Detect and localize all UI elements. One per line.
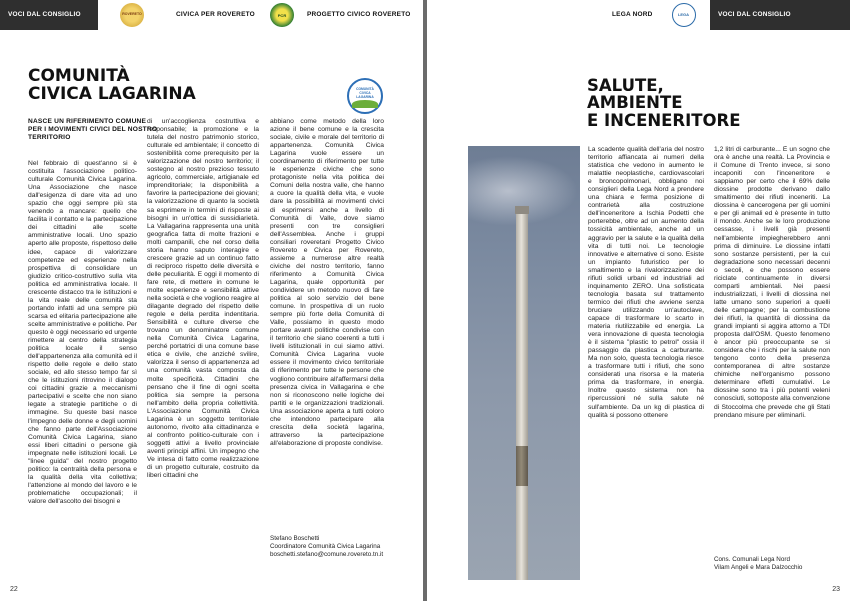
civica-rovereto-logo [120, 3, 144, 27]
signature [714, 556, 802, 572]
tag-progetto-civico: PROGETTO CIVICO ROVERETO [307, 11, 411, 18]
article-title: COMUNITÀ CIVICA LAGARINA [28, 66, 196, 104]
article-column-1 [588, 146, 704, 580]
article-subtitle: NASCE UN RIFERIMENTO COMUNE PER I MOVIMENTI CIVICI DEL NOSTRO TERRITORIO [28, 118, 158, 142]
right-header [427, 0, 850, 30]
column-text: di un'accoglienza costruttiva e responsabile; la promozione e la tutela del nostro patrimonio storico, culturale ed ambientale; il concetto di sostenibilità come prerequisito per la valorizzazione del nostro territorio; il sostegno al nostro prezioso tessuto agricolo, commerciale, artigianale ed imprenditoriale; la disponibilità a favorire la partecipazione dei giovani; la valorizzazione di quanto la società sa esprimere in termini di risposte ai bisogni in un'ottica di sussidiarietà. La Vallagarina rappresenta una unità geografica fatta di molte frazioni e molti campanili, che nel corso della storia hanno saputo interagire e crescere grazie ad un continuo fatto di reciproco rispetto delle diversità e delle peculiarità. E oggi il momento di fare rete, di mettere in comune le molte esperienze e sensibilità attive nella società e che vogliono reagire al dilagante degrado del rispetto delle regole e della perdita indentitaria. Sensibilità e culture diverse che trovano un denominatore comune nella Comunità Civica Lagarina, perché portatrici di una comune base etica e civile, che anziché svilire, valorizza il senso di appartenenza ad una comunità vasta composta da molte specificità. Cittadini che pensano che il fine di ogni scelta politica sia sempre la persona nell'ambito della propria collettività. L'Associazione Comunità Civica Lagarina è un soggetto territoriale autonomo, rivolto alla cittadinanza e al confronto politico-culturale con i soggetti attivi a livello provinciale aventi principi affini. Un impegno che Ve intesa di fatto come realizzazione di un progetto culturale, costruito da liberi cittadini che [147, 118, 259, 480]
signature [270, 535, 383, 559]
tag-civica-rovereto: CIVICA PER ROVERETO [176, 11, 255, 18]
left-header [0, 0, 423, 30]
section-label: VOCI DAL CONSIGLIO [710, 0, 850, 30]
article-column-1 [28, 160, 137, 578]
column-text: La scadente qualità dell'aria del nostro territorio affiancata ai numeri della statistica che vedono in aumento le malattie neoplastiche, cardiovascolari e broncopolmonari, obbligano noi consiglieri della Lega Nord a prendere una chiara e ferma posizione di contrarietà alla costruzione dell'inceneritore a Ischia Podetti che porterebbe, oltre ad un aumento della tossicità ambientale, anche ad un aggravio per la salute e la qualità della vita di tutti noi. Le tecnologie innovative e alternative ci sono. Esiste un impianto futuristico per lo smaltimento e la rivalorizzazione dei rifiuti solidi urbani ed industriali ad inquinamento ZERO. Una sofisticata tecnologia basata sul trattamento termico dei rifiuti che avviene senza bruciare utilizzando un'autoclave, capace di trasformare lo scarto in materia riutilizzabile ed energia. La vera innovazione di questa tecnologia è il sistema "plastic to petrol" ossia il passaggio da plastica a carburante. Ma non solo, questa tecnologia riesce a trasformare tutti i rifiuti, che sono considerati una risorsa e la materia prima da trasformare, in energia. Inoltre questo sistema non ha ripercussioni né sulla salute né sull'ambiente. Da un kg di plastica di qualità si possono ottenere [588, 146, 704, 419]
lega-logo-text: LEGA [677, 12, 690, 17]
left-page [0, 0, 423, 601]
chimney-photo [468, 146, 580, 580]
column-text: Nel febbraio di quest'anno si è costituita l'associazione politico-culturale Comunità Civica Lagarina. Una Associazione che nasce dall'esigenza di dare vita ad uno spazio che oggi sempre più sta venendo a mancare: quello che facilita il contatto e la partecipazione dei cittadini alle scelte amministrative locali. Uno spazio aperto alle proposte, rispettoso delle idee, capace di valorizzare competenze ed esperienze nella prospettiva di consolidare un giudizio critico-costruttivo sulla vita politica ed amministrativa locale. Il crescente distacco tra le istituzioni e la vita reale delle comunità sta portando infatti ad una sempre più scarsa ed elitaria partecipazione alle scelte amministrative e politiche. Per questo è oggi necessario ed urgente rimettere al centro della strategia politica locale il senso dell'appartenenza alla comunità ed il rispetto delle regole e dello stato sociale, ed allo stesso tempo far sì che le istituzioni ritrovino il dialogo coi cittadini grazie a meccanismi partecipativi e scelte che non siano legate a strategie partitiche o di immagine. Su queste basi nasce l'impegno delle donne e degli uomini che fanno parte dell'Associazione Comunità Civica Lagarina, siano essi liberi cittadini o persone già impegnate nelle istituzioni locali. Le "linee guida" del nostro progetto politico: la centralità della persona e la qualità della vita collettiva; l'attenzione al mondo del lavoro e le problematiche occupazionali; il valore dell'ascolto dei bisogni e [28, 160, 137, 505]
sign-role: Coordinatore Comunità Civica Lagarina [270, 543, 381, 550]
lega-nord-logo [672, 3, 696, 27]
sign-email: boschetti.stefano@comune.rovereto.tn.it [270, 551, 384, 558]
column-text: abbiano come metodo della loro azione il bene comune e la crescita sociale, civile e morale del territorio di appartenenza. Comunità Civica Lagarina vuole essere un coordinamento di riferimento per tutte le esperienze civiche che sono protagoniste nella vita politica dei Comuni della nostra valle, che hanno a cuore la qualità della vita, e vuole dare la possibilità ai movimenti civici di esprimersi anche a livello di Comunità di Valle, dove siamo presenti con tre consiglieri dell'Assemblea. Anche i gruppi consiliari roveretani Progetto Civico Rovereto e Civica per Rovereto, assieme a numerose altre realtà civiche del nostro territorio, fanno riferimento a Comunità Civica Lagarina, quale opportunità per condividere un metodo nuovo di fare politica al solo servizio del bene comune. In prospettiva di un ruolo sempre più forte della Comunità di Valle, possiamo in questo modo portare avanti politiche condivise con il territorio che siano coerenti a tutti i livelli istituzionali in cui siamo attivi. Comunità Civica Lagarina vuole essere il movimento civico territoriale di riferimento per tutte le persone che vogliono contribuire all'affermarsi della presenza civica in Vallagarina e che non si riconoscono nelle logiche dei partiti e le organizzazioni tradizionali. Una associazione aperta a tutti coloro che intendono partecipare alla crescita della società lagarina, attraverso la partecipazione all'elaborazione di proposte condivise. [270, 118, 384, 447]
progetto-civico-logo-text: PCR [277, 13, 287, 18]
article-column-2 [714, 146, 830, 550]
sign-group: Cons. Comunali Lega Nord [714, 556, 790, 563]
sign-name: Stefano Boschetti [270, 535, 320, 542]
article-column-3 [270, 118, 384, 522]
progetto-civico-logo [270, 3, 294, 27]
article-column-2 [147, 118, 259, 578]
column-text: 1,2 litri di carburante... È un sogno che ora è anche una realtà. La Provincia e il Comune di Trento invece, si sono incaponiti con l'inceneritore e sappiamo per certo che il 69% delle diossine prodotte derivano dallo smaltimento dei rifiuti inceneriti. La diossina è cancerogena per gli uomini e per gli animali ed è presente in tutto il mondo. Anche se le loro produzione cessasse, i livelli già presenti nell'ambiente impiegherebbero anni prima di diminuire. Le diossine infatti sono sostanze persistenti, per la cui degradazione sono necessari decenni o secoli, e che possono essere riciclate continuamente in diversi comparti ambientali. Nei paesi industrializzati, i livelli di diossina nel latte umano sono superiori a quelli delle campagne; per la combustione dei rifiuti, la quantità di diossina da grandi impianti si aggira attorno a TDI proposta dall'OSM. Questo fenomeno è ancor più preoccupante se si considera che i rischi per la salute non tengono conto della presenza contemporanea di altre sostanze chimiche nell'organismo possono determinare effetti cumulativi. Le diossine sono tra i più potenti veleni conosciuti, sottoposte alla convenzione di Stoccolma che prevede che gli Stati prendano misure per eliminarli. [714, 146, 830, 419]
chimney-stack [516, 206, 528, 580]
section-label: VOCI DAL CONSIGLIO [0, 0, 98, 30]
sign-names: Vilam Angeli e Mara Dalzocchio [714, 564, 803, 571]
article-title: SALUTE, AMBIENTE E INCENERITORE [587, 76, 741, 130]
group-label: LEGA NORD [612, 11, 653, 18]
page-number: 23 [832, 586, 840, 593]
page-number: 22 [10, 586, 18, 593]
comunita-civica-lagarina-logo [347, 78, 383, 114]
civica-rovereto-logo-text: ROVERETO [122, 12, 142, 16]
right-page [427, 0, 850, 601]
logo-text: COMUNITÀ CIVICA LAGARINA [356, 87, 374, 99]
